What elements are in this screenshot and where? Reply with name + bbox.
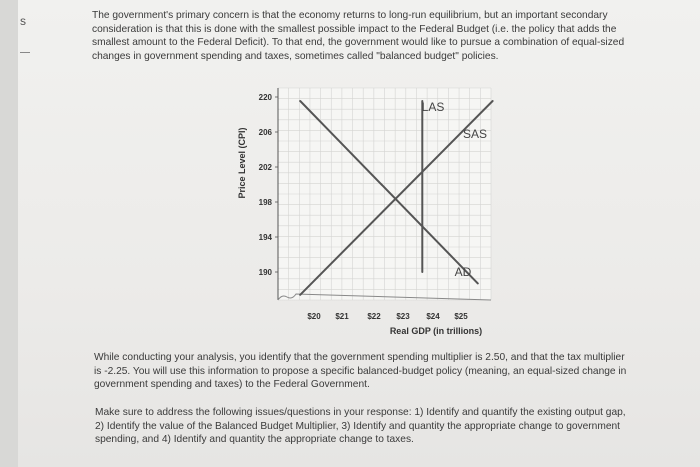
- y-tick-label: 202: [258, 163, 272, 172]
- analysis-paragraph: While conducting your analysis, you identify that the government spending multiplier is 2.50, and that the tax multiplier is -2.25. You will use this information to propose a specific balanced-budget policy (meaning, an equal-sized change in government spending and taxes) to the Federal Government.: [94, 352, 627, 390]
- margin-mark: s: [20, 14, 26, 28]
- x-tick-label: $23: [396, 312, 410, 321]
- y-tick-label: 198: [258, 198, 272, 207]
- curve-label-ad: AD: [454, 265, 472, 279]
- curve-label-sas: SAS: [462, 127, 488, 141]
- x-tick-label: $22: [367, 312, 381, 321]
- x-tick-label: $21: [335, 312, 349, 321]
- margin-line: [20, 52, 30, 53]
- y-tick-label: 190: [258, 268, 272, 277]
- y-tick-label: 194: [258, 233, 272, 242]
- y-tick-label: 220: [258, 93, 272, 102]
- x-tick-label: $20: [307, 312, 321, 321]
- intro-paragraph: The government's primary concern is that the economy returns to long-run equilibrium, but an important secondary consideration is that this is done with the smallest possible impact to the Federal Budget (i.e. the policy that adds the smallest amount to the Federal Deficit). To that end, the government would like to pursue a combination of equal-sized changes in government spending and taxes, sometimes called "balanced budget" policies.: [92, 10, 625, 62]
- x-tick-labels: [307, 312, 468, 321]
- y-tick-labels: [259, 93, 278, 277]
- x-tick-label: $24: [426, 312, 440, 321]
- curve-label-las: LAS: [421, 100, 445, 114]
- y-axis-label: Price Level (CPI): [237, 127, 247, 199]
- as-ad-chart: [223, 85, 523, 345]
- x-tick-label: $25: [454, 312, 468, 321]
- instructions-paragraph: Make sure to address the following issues/questions in your response: 1) Identify and quantify the existing output gap, 2) Identify the value of the Balanced Budget Multiplier, 3) Identify and quantity the appropriate change to government spending, and 4) Identify and quantity the appropriate change to taxes.: [95, 407, 626, 445]
- document-page: [18, 0, 700, 467]
- y-tick-label: 206: [258, 128, 272, 137]
- x-axis-label: Real GDP (in trillions): [389, 326, 483, 336]
